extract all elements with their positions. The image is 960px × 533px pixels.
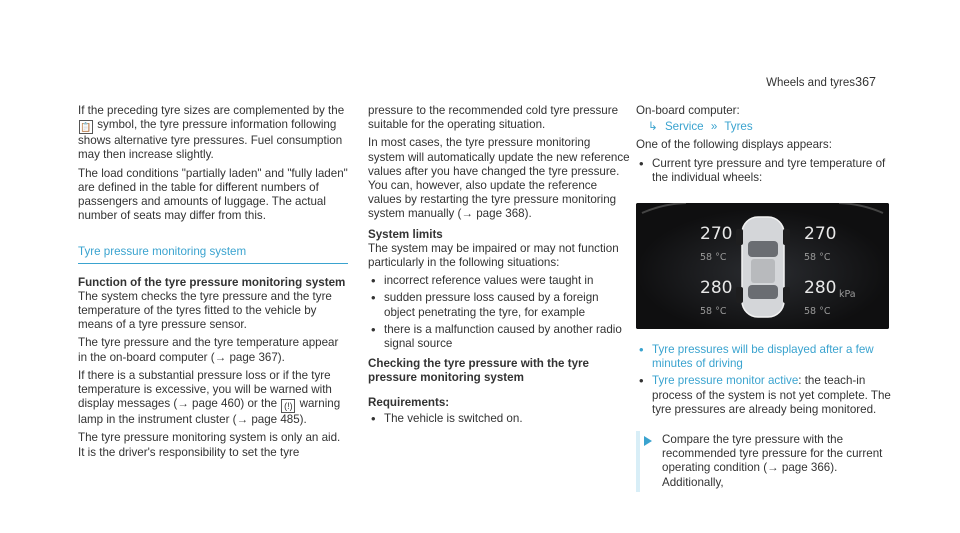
front-left-temp: 58 °C (700, 252, 727, 264)
list-item: • Current tyre pressure and tyre temperature of the individual wheels: (636, 157, 891, 185)
list-item: • Tyre pressures will be displayed after a few minutes of driving (636, 343, 891, 371)
chevron-right-icon: » (710, 120, 718, 134)
rear-left-temp: 58 °C (700, 306, 727, 318)
step-arrow-icon (644, 436, 652, 446)
car-top-view-icon (736, 217, 790, 317)
page-number: 367 (855, 75, 876, 89)
requirements-title: Requirements: (368, 395, 450, 409)
display-list (636, 157, 891, 185)
column-1 (78, 104, 348, 464)
rear-left-pressure: 280 (700, 278, 733, 299)
limits-list (368, 274, 630, 351)
paragraph-display: The tyre pressure and the tyre temperature appear in the on-board computer (→ page 367). (78, 336, 339, 364)
paragraph-load-conditions: The load conditions "partially laden" and "fully laden" are defined in the table for different numbers of passengers and amounts of luggage. The actual number of seats may differ from this. (78, 166, 348, 223)
subsection-title: Function of the tyre pressure monitoring system (78, 275, 346, 289)
section-title: Tyre pressure monitoring system (78, 245, 348, 263)
list-item: • there is a malfunction caused by another radio signal source (368, 323, 630, 351)
menu-path (636, 120, 891, 134)
paragraph-tyre-sizes: If the preceding tyre sizes are complemented by the 📋 symbol, the tyre pressure information following shows alternative tyre pressures. Fuel consumption may then increase slightly. (78, 104, 345, 162)
rear-right-temp: 58 °C (804, 306, 831, 318)
requirements-list (368, 412, 630, 426)
warning-lamp-icon: (!) (281, 399, 295, 413)
front-right-temp: 58 °C (804, 252, 831, 264)
list-item: • sudden pressure loss caused by a foreign object penetrating the tyre, for example (368, 291, 630, 319)
column-2 (368, 104, 630, 430)
list-item: • Tyre pressure monitor active: the teach-in process of the system is not yet complete. The tyre pressures are already being monitored. (636, 374, 891, 417)
rear-right-pressure: 280 (804, 278, 837, 299)
list-item: • incorrect reference values were taught in (368, 274, 630, 288)
paragraph-pressure: pressure to the recommended cold tyre pressure suitable for the operating situation. (368, 104, 619, 132)
column-3 (636, 104, 891, 492)
paragraph-update: In most cases, the tyre pressure monitoring system will automatically update the new reference values after you have changed the tyre pressure. You can, however, also update the reference values by restarting the tyre pressure monitoring system manually (→ page 368). (368, 136, 630, 221)
front-right-pressure: 270 (804, 224, 837, 245)
menu-service: Service (664, 120, 704, 134)
menu-tyres: Tyres (724, 120, 753, 134)
message-list (636, 343, 891, 417)
list-item: • The vehicle is switched on. (368, 412, 630, 426)
checking-title: Checking the tyre pressure with the tyre pressure monitoring system (368, 357, 589, 385)
instruction-step: Compare the tyre pressure with the recommended tyre pressure for the current operating condition (→ page 366). Additionally, (636, 431, 891, 492)
menu-arrow-icon: ↳ (648, 120, 658, 134)
cluster-graphic (636, 203, 889, 329)
onboard-intro: On-board computer: (636, 104, 740, 117)
paragraph-function: The system checks the tyre pressure and the tyre temperature of the tyres fitted to the vehicle by means of a tyre pressure sensor. (78, 289, 332, 332)
paragraph-displays: One of the following displays appears: (636, 138, 832, 152)
pressure-unit: kPa (839, 289, 856, 301)
tyre-pressure-display-image (636, 203, 889, 329)
paragraph-warning: If there is a substantial pressure loss or if the tyre temperature is excessive, you will be warned with display messages (→ page 460) or the (!) warning lamp in the instrument cluster (→ page 485). (78, 368, 341, 427)
front-left-pressure: 270 (700, 224, 733, 245)
paragraph-aid: The tyre pressure monitoring system is only an aid. It is the driver's responsibility to set the tyre (78, 431, 341, 459)
paragraph-limits-intro: The system may be impaired or may not function particularly in the following situations: (368, 241, 619, 270)
system-limits-title: System limits (368, 227, 443, 241)
running-header-title: Wheels and tyres (766, 77, 855, 89)
tyre-info-icon: 📋 (80, 122, 92, 133)
